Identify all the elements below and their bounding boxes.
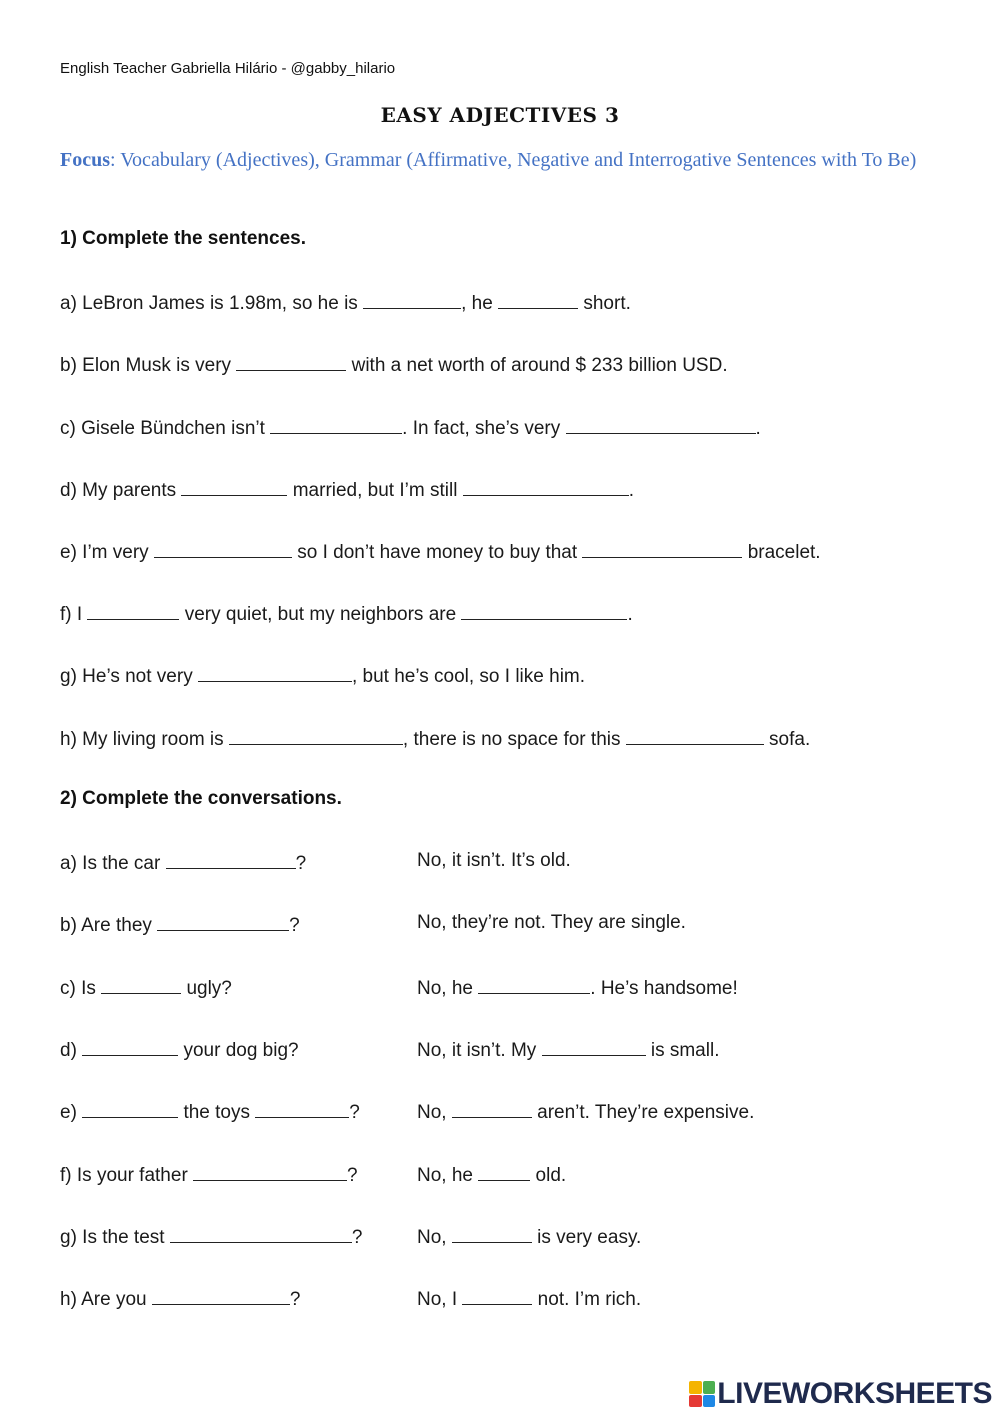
answer-blank[interactable] (478, 975, 590, 994)
author-credit: English Teacher Gabriella Hilário - @gabby_hilario (60, 60, 396, 77)
sentence-g (60, 663, 585, 688)
text: very quiet, but my neighbors are (179, 604, 462, 625)
question-a (60, 850, 306, 875)
text: sofa. (763, 729, 811, 750)
text: c) Is (60, 978, 102, 999)
text: . He’s handsome! (590, 978, 738, 999)
answer-blank[interactable] (157, 912, 289, 931)
answer-blank[interactable] (154, 539, 292, 558)
reply-a (417, 850, 571, 872)
answer-blank[interactable] (255, 1099, 349, 1118)
text: a) LeBron James is 1.98m, so he is (60, 293, 364, 314)
text: e) I’m very (60, 542, 154, 563)
text: No, (417, 1102, 452, 1123)
reply-b (417, 912, 686, 934)
answer-blank[interactable] (582, 539, 742, 558)
text: ? (351, 1227, 363, 1248)
answer-blank[interactable] (463, 477, 629, 496)
section2-heading: 2) Complete the conversations. (60, 788, 342, 809)
answer-blank[interactable] (82, 1099, 178, 1118)
liveworksheets-icon (689, 1381, 715, 1407)
logo-text: LIVEWORKSHEETS (717, 1377, 992, 1410)
text: bracelet. (742, 542, 821, 563)
text: . (627, 604, 633, 625)
answer-blank[interactable] (452, 1224, 532, 1243)
reply-h (417, 1286, 641, 1311)
answer-blank[interactable] (87, 601, 179, 620)
question-h (60, 1286, 300, 1311)
text: ? (347, 1165, 358, 1186)
text: d) My parents (60, 480, 182, 501)
text: is very easy. (531, 1227, 642, 1248)
text: ? (349, 1102, 360, 1123)
text: b) Are they (60, 915, 158, 936)
text: old. (530, 1165, 567, 1186)
text: . In fact, she’s very (402, 418, 566, 439)
text: not. I’m rich. (532, 1289, 642, 1310)
logo-square (703, 1381, 716, 1394)
text: ugly? (181, 978, 232, 999)
section1-heading: 1) Complete the sentences. (60, 228, 307, 249)
text: your dog big? (178, 1040, 299, 1061)
text: the toys (178, 1102, 256, 1123)
text: ? (289, 1289, 301, 1310)
question-c (60, 975, 232, 1000)
logo-square (689, 1395, 702, 1408)
answer-blank[interactable] (542, 1037, 646, 1056)
text: No, he (417, 1165, 479, 1186)
answer-blank[interactable] (152, 1286, 290, 1305)
answer-blank[interactable] (101, 975, 181, 994)
answer-blank[interactable] (478, 1162, 530, 1181)
answer-blank[interactable] (452, 1099, 532, 1118)
text: f) Is your father (60, 1165, 194, 1186)
text: g) Is the test (60, 1227, 170, 1248)
question-e (60, 1099, 360, 1124)
text: e) (60, 1102, 83, 1123)
question-g (60, 1224, 362, 1249)
text: h) Are you (60, 1289, 152, 1310)
text: , he (461, 293, 499, 314)
text: aren’t. They’re expensive. (531, 1102, 755, 1123)
reply-e (417, 1099, 754, 1124)
reply-g (417, 1224, 641, 1249)
answer-blank[interactable] (363, 290, 461, 309)
sentence-h (60, 726, 810, 751)
text: No, (417, 1227, 452, 1248)
text: married, but I’m still (287, 480, 463, 501)
reply-d (417, 1037, 719, 1062)
reply-f (417, 1162, 566, 1187)
text: so I don’t have money to buy that (291, 542, 583, 563)
liveworksheets-logo (689, 1376, 992, 1412)
text: ? (295, 853, 307, 874)
text: f) I (60, 604, 88, 625)
focus-label: Focus (60, 149, 110, 171)
sentence-e (60, 539, 821, 564)
focus-text: : Vocabulary (Adjectives), Grammar (Affirmative, Negative and Interrogative Sentences with To Be) (110, 149, 917, 171)
answer-blank[interactable] (198, 663, 352, 682)
text: No, I (417, 1289, 463, 1310)
answer-blank[interactable] (626, 726, 764, 745)
answer-blank[interactable] (166, 850, 296, 869)
answer-blank[interactable] (193, 1162, 347, 1181)
text: b) Elon Musk is very (60, 355, 237, 376)
answer-blank[interactable] (170, 1224, 352, 1243)
answer-blank[interactable] (498, 290, 578, 309)
text: d) (60, 1040, 83, 1061)
answer-blank[interactable] (82, 1037, 178, 1056)
sentence-b (60, 352, 728, 377)
text: g) He’s not very (60, 666, 198, 687)
text: with a net worth of around $ 233 billion USD. (346, 355, 728, 376)
question-b (60, 912, 300, 937)
answer-blank[interactable] (181, 477, 287, 496)
sentence-c (60, 415, 761, 440)
answer-blank[interactable] (462, 1286, 532, 1305)
logo-square (703, 1395, 716, 1408)
text: short. (578, 293, 631, 314)
question-f (60, 1162, 358, 1187)
text: No, they’re not. They are single. (417, 912, 686, 933)
text: h) My living room is (60, 729, 229, 750)
worksheet-title: EASY ADJECTIVES 3 (380, 103, 620, 127)
answer-blank[interactable] (566, 415, 756, 434)
text: . (755, 418, 761, 439)
sentence-a (60, 290, 631, 315)
text: , there is no space for this (402, 729, 626, 750)
text: . (628, 480, 634, 501)
answer-blank[interactable] (461, 601, 627, 620)
question-d (60, 1037, 299, 1062)
answer-blank[interactable] (270, 415, 402, 434)
answer-blank[interactable] (229, 726, 403, 745)
answer-blank[interactable] (236, 352, 346, 371)
text: No, it isn’t. My (417, 1040, 542, 1061)
reply-c (417, 975, 738, 1000)
text: a) Is the car (60, 853, 166, 874)
text: No, it isn’t. It’s old. (417, 850, 571, 871)
logo-square (689, 1381, 702, 1394)
text: c) Gisele Bündchen isn’t (60, 418, 271, 439)
text: No, he (417, 978, 479, 999)
text: ? (289, 915, 300, 936)
text: , but he’s cool, so I like him. (351, 666, 586, 687)
text: is small. (645, 1040, 720, 1061)
sentence-f (60, 601, 633, 626)
sentence-d (60, 477, 634, 502)
focus-description (60, 146, 940, 174)
